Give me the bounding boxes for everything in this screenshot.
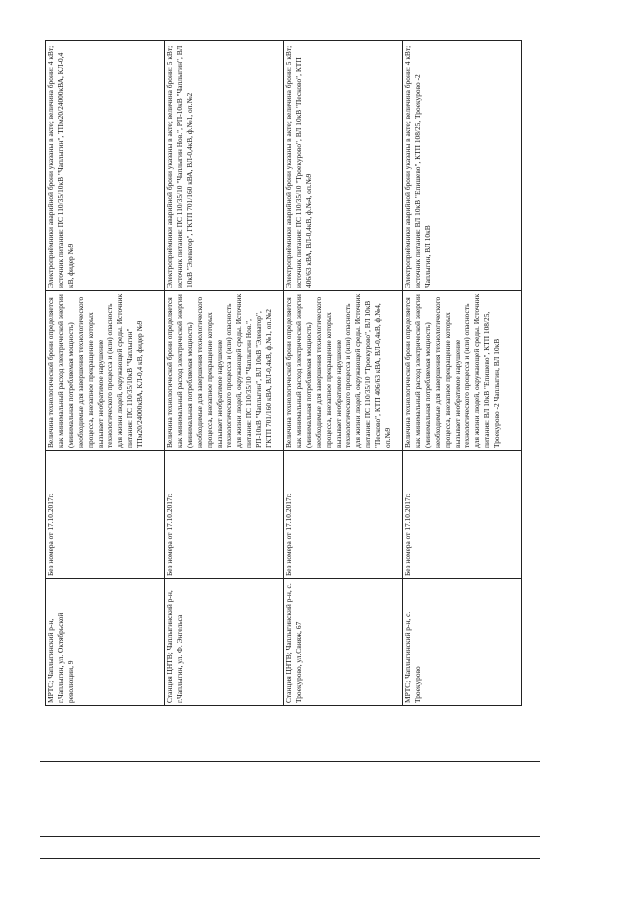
location-text: Станция ЦНТВ; Чаплыгинский р-н, г.Чаплыгин, ул. Ф. Энгельса <box>165 590 184 703</box>
table-row <box>284 41 403 706</box>
footer-rule-3 <box>40 858 540 859</box>
tech-reserve-cell <box>46 291 165 451</box>
emergency-reserve-text: Электроприёмники аварийной брони указаны в акте; величина брони: 5 кВт; источник питания: ПС 110/35/10 "Чаплыгин Нов.", РП-10кВ "Чаплыгин", ВЛ 10кВ "Элеватор", ГКТП 701/160 кВА, ВЛ-0,4кВ, ф.№1, оп.№2 <box>165 45 194 288</box>
footer-rule-1 <box>40 761 540 762</box>
table-row <box>403 41 522 706</box>
tech-reserve-text: Величина технологической брони определяется как минимальный расход электрической энергии (минимальная потребляемая мощность) необходимые для завершения технологического процесса, внезапное прекращение которых вызывает необратимое нарушение технологического процесса и (или) опасность для жизни людей, окружающей среды. Источник питания: ПС 110/35/10 "Чаплыгин Нов.", РП-10кВ "Чаплыгин", ВЛ 10кВ "Элеватор", ГКТП 701/160 кВА, ВЛ-0,4кВ, ф.№1, оп.№2 <box>165 293 274 448</box>
emergency-reserve-text: Электроприёмники аварийной брони указаны в акте; величина брони: 4 кВт; источник питания: ПС 110/35/10кВ "Чаплыгин", ТПм20/24000кВА, КЛ-0,4 кВ, фидер №9 <box>46 45 75 288</box>
emergency-reserve-cell <box>284 41 403 291</box>
location-cell <box>46 579 165 706</box>
location-text: МРТС; Чаплыгинский р-н, с. Троекурово <box>403 611 422 703</box>
tech-reserve-text: Величина технологической брони определяется как минимальный расход электрической энергии (минимальная потребляемая мощность) необходимые для завершения технологического процесса, внезапное прекращение которых вызывает необратимое нарушение технологического процесса и (или) опасность для жизни людей, окружающей среды. Источник питания: ПС 110/35/10 "Троекурово", ВЛ 10кВ "Песково", КТП 406/63 кВА, ВЛ-0,4кВ, ф.№4, оп.№9 <box>284 293 393 448</box>
location-cell <box>284 579 403 706</box>
document-cell <box>284 451 403 579</box>
tech-reserve-text: Величина технологической брони определяется как минимальный расход электрической энергии (минимальная потребляемая мощность) необходимые для завершения технологического процесса, внезапное прекращение которых вызывает необратимое нарушение технологического процесса и (или) опасность для жизни людей, окружающей среды. Источник питания: ВЛ 10кВ "Епишево", КТП 108/25, Троекурово -2 Чаплыгин, ВЛ 10кВ <box>403 293 502 448</box>
emergency-reserve-cell <box>403 41 522 291</box>
location-text: МРТС; Чаплыгинский р-н, г.Чаплыгин, ул. Октябрьской революции, 9 <box>46 612 75 703</box>
document-text: Без номера от 17.10.2017г. <box>46 493 55 576</box>
document-cell <box>165 451 284 579</box>
location-text: Станция ЦНТВ; Чаплыгинский р-н, с. Троекурово, ул.Свияж, 67 <box>284 583 303 703</box>
document-text: Без номера от 17.10.2017г. <box>284 493 293 576</box>
tech-reserve-text: Величина технологической брони определяется как минимальный расход электрической энергии (минимальная потребляемая мощность) необходимые для завершения технологического процесса, внезапное прекращение которых вызывает необратимое нарушение технологического процесса и (или) опасность для жизни людей, окружающей среды. Источник питания: ПС 110/35/10кВ "Чаплыгин" ТПм20/24000кВА, КЛ-0,4 кВ, фидер №9 <box>46 293 145 448</box>
tech-reserve-cell <box>165 291 284 451</box>
location-cell <box>165 579 284 706</box>
document-cell <box>403 451 522 579</box>
reservation-table <box>45 40 522 706</box>
document-text: Без номера от 17.10.2017г. <box>403 493 412 576</box>
table-row <box>165 41 284 706</box>
location-cell <box>403 579 522 706</box>
emergency-reserve-cell <box>165 41 284 291</box>
footer-rule-2 <box>40 836 540 837</box>
table-row <box>46 41 165 706</box>
document-text: Без номера от 17.10.2017г. <box>165 493 174 576</box>
emergency-reserve-text: Электроприёмники аварийной брони указаны в акте; величина брони: 5 кВт; источник питания: ПС 110/35/10 "Троекурово", ВЛ 10кВ "Песково", КТП 406/63 кВА, ВЛ-0,4кВ, ф.№4, оп.№9 <box>284 45 313 288</box>
emergency-reserve-cell <box>46 41 165 291</box>
document-cell <box>46 451 165 579</box>
emergency-reserve-text: Электроприёмники аварийной брони указаны в акте; величина брони: 4 кВт; источник питания: ВЛ 10кВ "Епишево", КТП 108/25, Троекурово -2 Чаплыгин, ВЛ 10кВ <box>403 45 432 288</box>
tech-reserve-cell <box>403 291 522 451</box>
tech-reserve-cell <box>284 291 403 451</box>
